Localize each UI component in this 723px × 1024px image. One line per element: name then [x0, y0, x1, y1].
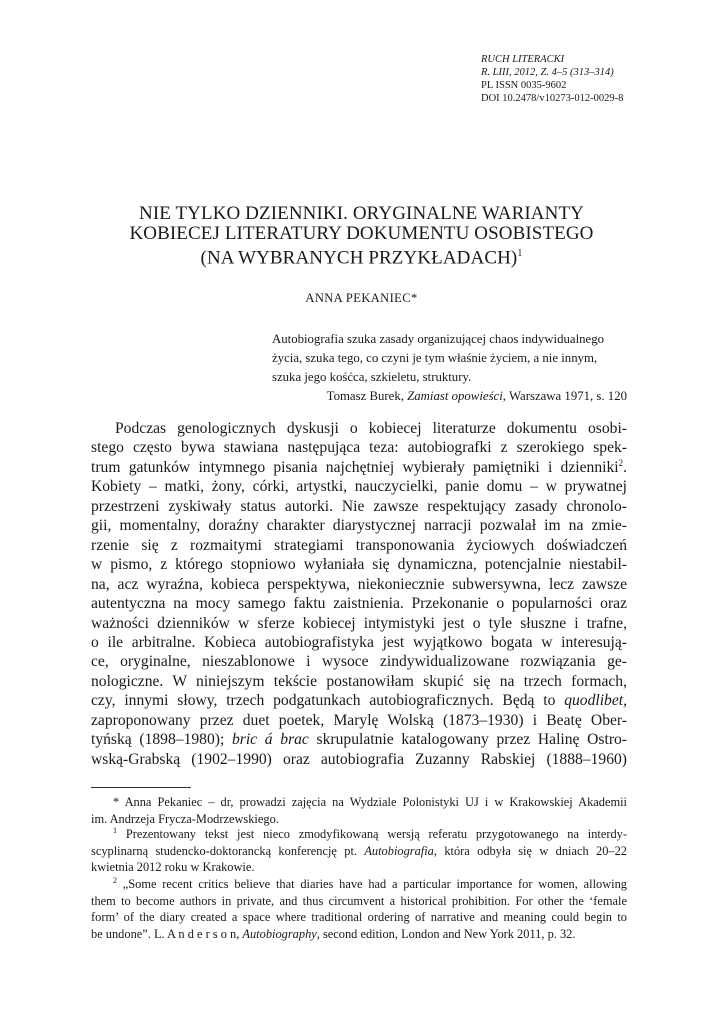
cited-book-title: Autobiography: [242, 926, 317, 941]
epigraph-line: szuka jego kośćca, szkieletu, struktury.: [272, 370, 472, 384]
footnote-line: [91, 826, 627, 843]
article-title: [60, 204, 663, 268]
footnote-line: [91, 926, 627, 943]
footnote-2-mark: 2: [113, 875, 117, 885]
body-line: [91, 458, 627, 477]
body-line: zaproponowany przez duet poetek, Marylę Wolską (1873–1930) i Beatę Ober-: [91, 711, 627, 729]
footnote-line: * Anna Pekaniec – dr, prowadzi zajęcia na Wydziale Polonistyki UJ i w Krakowskiej Akademii: [113, 795, 627, 809]
body-line: Podczas genologicznych dyskusji o kobiecej literaturze dokumentu osobi-: [115, 420, 627, 437]
footnote-line-text: , która odbyła się w dniach 20–22: [433, 843, 627, 858]
body-paragraph: [91, 419, 627, 769]
footnote-line: kwietnia 2012 roku w Krakowie.: [91, 860, 255, 874]
body-line: rzenie się z rozmaitymi strategiami transponowania życiowych doświadczeń: [91, 536, 627, 554]
body-line-end: .: [623, 458, 627, 476]
body-line: nologiczne. W niniejszym tekście postanowiłam skupić się na trzech formach,: [91, 672, 627, 690]
epigraph: [272, 330, 627, 406]
epigraph-source-author: Tomasz Burek,: [326, 389, 408, 403]
epigraph-source: [272, 387, 627, 406]
body-line: gii, momentalny, doraźny charakter diarystycznej narracji pozwalał im na zmie-: [91, 517, 627, 535]
footnote-1-mark: 1: [113, 825, 117, 835]
epigraph-line: Autobiografia szuka zasady organizującej chaos indywidualnego: [272, 332, 605, 346]
journal-doi: DOI 10.2478/v10273-012-0029-8: [481, 93, 624, 104]
body-line: autentyczna na mocy samego faktu zaistnienia. Przekonanie o popularności oraz: [91, 595, 627, 613]
footnote-1: [91, 826, 627, 876]
body-line-text: czy, innymi słowy, trzech podgatunkach autobiograficznych. Będą to: [91, 692, 565, 710]
footnote-line-text: Prezentowany tekst jest nieco zmodyfikowaną wersją referatu przygotowanego na interdy-: [117, 827, 627, 841]
journal-metadata: [481, 53, 701, 105]
footnote-line-text: , second edition, London and New York 2011, p. 32.: [316, 926, 576, 941]
body-line-text: skrupulatnie katalogowany przez Halinę Ostro-: [308, 731, 628, 749]
journal-volume: R. LIII, 2012, Z. 4–5 (313–314): [481, 67, 614, 78]
body-line: ce, oryginalne, nieszablonowe i wysoce zindywidualizowane rozwiązania ge-: [91, 653, 627, 671]
footnote-line: form’ of the diary created a space where traditional ordering of narrative and meaning could begin to: [91, 910, 627, 924]
body-line-text: tyńską (1898–1980);: [91, 731, 232, 749]
body-line: w pismo, z którego stopniowo wyłaniała się dynamiczna, potencjalnie niestabil-: [91, 556, 627, 574]
footnote-divider: [91, 787, 191, 788]
title-footnote-ref[interactable]: 1: [517, 248, 523, 259]
epigraph-line: życia, szuka tego, co czyni je tym właśnie życiem, a nie innym,: [272, 351, 598, 365]
title-line-1: NIE TYLKO DZIENNIKI. ORYGINALNE WARIANTY: [139, 203, 584, 224]
title-line-3: [60, 244, 663, 268]
body-line: przestrzeni zyskiwały status autorki. Nie zawsze respektujący zasady chronolo-: [91, 497, 627, 515]
epigraph-source-details: , Warszawa 1971, s. 120: [502, 389, 627, 403]
conference-title: Autobiografia: [364, 843, 434, 858]
body-line: [91, 691, 627, 710]
term-quodlibet: quodlibet: [564, 692, 624, 710]
body-line: o ile arbitralne. Kobieca autobiografistyka jest wyjątkowo bogata w interesują-: [91, 633, 627, 651]
body-line-end: ,: [623, 692, 627, 710]
body-line: Kobiety – matki, żony, córki, artystki, nauczycielki, panie domu – w prywatnej: [91, 478, 627, 496]
journal-name: RUCH LITERACKI: [481, 54, 565, 65]
title-line-3-text: (NA WYBRANYCH PRZYKŁADACH): [200, 247, 518, 269]
body-line: stego często bywa stawiana następująca teza: autobiografki z szerokiego spek-: [91, 439, 627, 457]
body-line: [91, 730, 627, 749]
author-name: ANNA PEKANIEC*: [305, 291, 418, 305]
footnote-line-text: „Some recent critics believe that diaries have had a particular importance for women, allowing: [117, 877, 627, 891]
footnote-line: im. Andrzeja Frycza-Modrzewskiego.: [91, 811, 279, 826]
title-line-2: KOBIECEJ LITERATURY DOKUMENTU OSOBISTEGO: [129, 223, 594, 244]
journal-issn: PL ISSN 0035-9602: [481, 80, 567, 91]
footnote-line-text: be undone”. L. A n d e r s o n,: [91, 926, 243, 941]
footnote-line: [91, 876, 627, 893]
footnote-2: [91, 876, 627, 942]
epigraph-source-title: Zamiast opowieści: [407, 389, 503, 403]
term-bric-a-brac: bric á brac: [231, 731, 309, 749]
footnote-line-text: scyplinarną studencko-doktorancką konferencję pt.: [91, 843, 365, 858]
footnote-author: [91, 794, 627, 827]
body-line: ważności dzienników w sferze kobiecej intymistyki jest o tyle słuszne i trafne,: [91, 614, 627, 632]
body-line: wską-Grabską (1902–1990) oraz autobiografia Zuzanny Rabskiej (1888–1960): [91, 750, 627, 768]
body-line: na, acz wyraźna, kobieca perspektywa, niekoniecznie subwersywna, lecz zawsze: [91, 575, 627, 593]
footnote-line: [91, 843, 627, 860]
footnote-line: them to become authors in private, and thus circumvent a historical prohibition. For other the ‘female: [91, 893, 627, 908]
body-line-text: trum gatunków intymnego pisania najchętniej wybierały pamiętniki i dzienniki: [91, 458, 619, 476]
footnote-ref-2[interactable]: 2: [618, 457, 624, 468]
